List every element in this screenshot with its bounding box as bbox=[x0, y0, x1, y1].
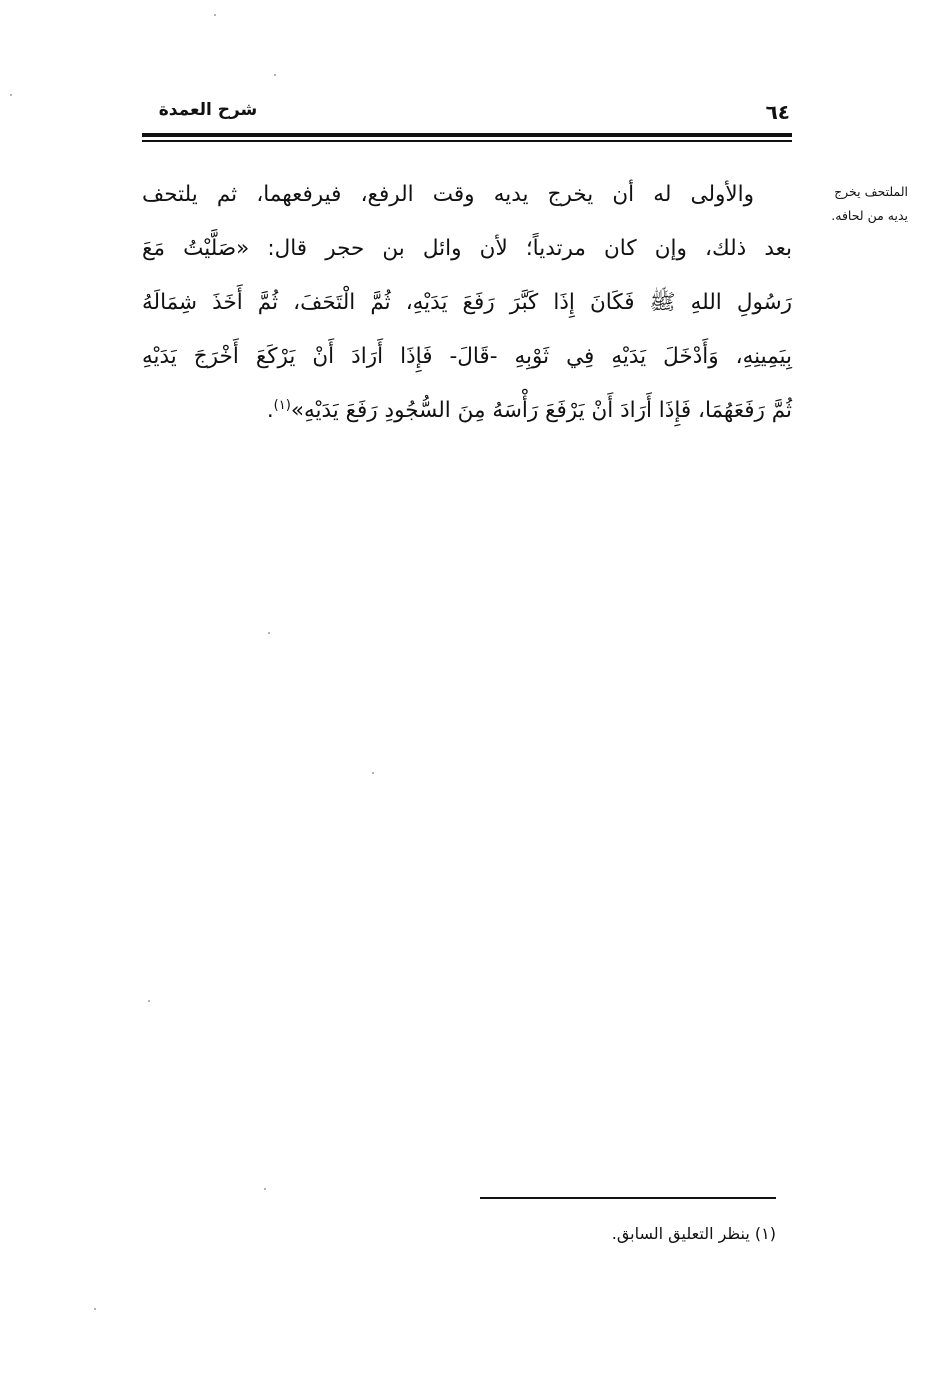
margin-note bbox=[808, 180, 908, 228]
page-number: ٦٤ bbox=[765, 100, 790, 124]
body-line-last bbox=[142, 384, 792, 438]
scan-speck bbox=[268, 632, 270, 634]
running-title: شرح العمدة bbox=[158, 100, 258, 120]
scan-speck bbox=[264, 1188, 266, 1190]
margin-note-line: يديه من لحافه. bbox=[831, 208, 908, 223]
final-period: . bbox=[266, 398, 274, 423]
scan-speck bbox=[214, 14, 216, 16]
margin-note-line: الملتحف يخرج bbox=[834, 184, 908, 199]
body-line: بِيَمِينِهِ، وَأَدْخَلَ يَدَيْهِ فِي ثَوْبِهِ -قَالَ- فَإِذَا أَرَادَ أَنْ يَرْكَعَ أَخْرَجَ يَدَيْهِ bbox=[142, 344, 792, 369]
scan-speck bbox=[148, 1000, 150, 1002]
footnote: (١) ينظر التعليق السابق. bbox=[611, 1224, 776, 1243]
body-line: والأولى له أن يخرج يديه وقت الرفع، فيرفعهما، ثم يلتحف bbox=[142, 182, 754, 207]
body-line: رَسُولِ اللهِ ﷺ فَكَانَ إِذَا كَبَّرَ رَفَعَ يَدَيْهِ، ثُمَّ الْتَحَفَ، ثُمَّ أَخَذَ شِمَالَهُ bbox=[142, 290, 792, 315]
scan-speck bbox=[274, 74, 276, 76]
header-rule-thick bbox=[142, 133, 792, 137]
scan-speck bbox=[372, 772, 374, 774]
footnote-reference[interactable]: (١) bbox=[273, 397, 291, 413]
body-paragraph bbox=[142, 168, 792, 438]
body-line-text: ثُمَّ رَفَعَهُمَا، فَإِذَا أَرَادَ أَنْ يَرْفَعَ رَأْسَهُ مِنَ السُّجُودِ رَفَعَ يَدَيْهِ» bbox=[290, 398, 792, 423]
scan-speck bbox=[94, 1308, 96, 1310]
body-line: بعد ذلك، وإن كان مرتدياً؛ لأن وائل بن حجر قال: «صَلَّيْتُ مَعَ bbox=[142, 236, 792, 261]
header-rule-thin bbox=[142, 140, 792, 142]
scan-speck bbox=[10, 94, 12, 96]
footnote-separator bbox=[480, 1197, 776, 1199]
